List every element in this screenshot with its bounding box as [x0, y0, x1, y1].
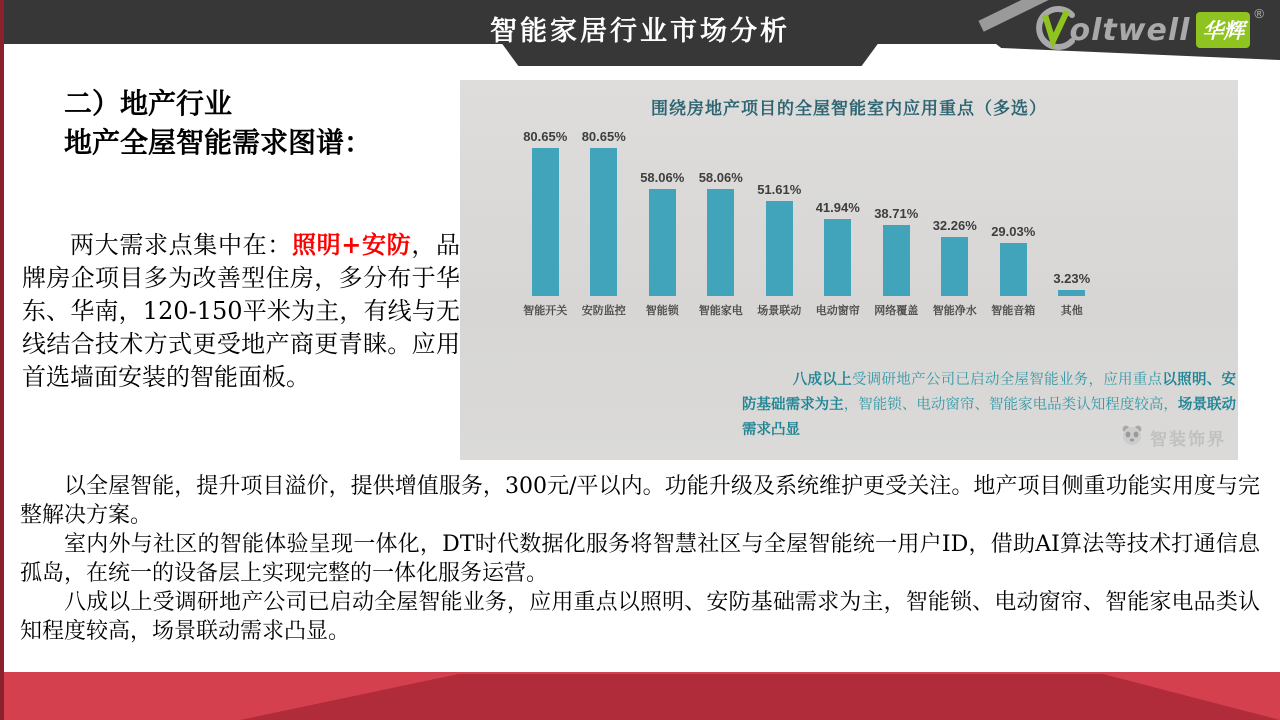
text-segment: 八成以上	[792, 372, 852, 388]
bar-slot	[926, 124, 985, 296]
text-segment: 受调研地产公司已启动全屋智能业务，应用重点	[851, 372, 1163, 388]
bar	[707, 189, 734, 296]
left-red-strip	[0, 0, 4, 720]
bar-slot	[1043, 124, 1102, 296]
text-segment: 照明+安防	[291, 230, 412, 259]
bar	[532, 148, 559, 296]
body-text-block	[20, 472, 1260, 646]
chart-image-panel	[460, 80, 1238, 460]
text-segment: ，品牌房企项目多为改善型住房，多分布于华东、华南，120-150平米为主，有线与无线结合技术方式更受地产商更青睐。应用首选墙面安装的智能面板。	[22, 231, 461, 391]
bar-category-label: 其他	[1060, 305, 1083, 317]
logo-badge: 华辉	[1196, 12, 1250, 48]
section-heading-line1: 二）地产行业	[64, 87, 233, 120]
slide-title: 智能家居行业市场分析	[490, 16, 790, 47]
bar-category-label: 电动窗帘	[815, 305, 860, 317]
bar-category-label: 网络覆盖	[874, 305, 919, 317]
company-logo	[1028, 4, 1264, 56]
bar-category-label: 智能锁	[645, 305, 679, 317]
bar-value-label: 58.06%	[640, 170, 685, 185]
bar-value-label: 51.61%	[757, 182, 802, 197]
bar-value-label: 32.26%	[932, 218, 977, 233]
bar-category-label: 场景联动	[757, 305, 802, 317]
bar-category-label: 安防监控	[581, 305, 626, 317]
text-segment: 以照明、安防基础需求为主	[742, 372, 1237, 413]
bar	[1058, 290, 1085, 296]
chart-title: 围绕房地产项目的全屋智能室内应用重点（多选）	[651, 99, 1047, 118]
panda-logo-icon	[1120, 423, 1144, 452]
category-axis-labels	[516, 302, 1101, 318]
bar-slot	[867, 124, 926, 296]
bar-value-label: 29.03%	[991, 224, 1036, 239]
bar-category-label: 智能家电	[698, 305, 743, 317]
chart-watermark	[1120, 423, 1226, 452]
section-heading-line2: 地产全屋智能需求图谱：	[64, 126, 373, 159]
bar-slot	[575, 124, 634, 296]
bar	[824, 219, 851, 296]
section-heading	[64, 84, 464, 162]
bar-plot-area	[516, 124, 1101, 296]
bar-category-label: 智能音箱	[991, 305, 1036, 317]
bar-category-label: 智能开关	[523, 305, 568, 317]
bar-value-label: 58.06%	[698, 170, 743, 185]
bar-value-label: 80.65%	[581, 129, 626, 144]
bar-slot	[692, 124, 751, 296]
left-paragraph	[22, 228, 460, 394]
bar-slot	[984, 124, 1043, 296]
watermark-text: 智装饰界	[1150, 430, 1226, 449]
bar	[766, 201, 793, 296]
body-paragraph-3: 八成以上受调研地产公司已启动全屋智能业务，应用重点以照明、安防基础需求为主，智能锁、电动窗帘、智能家电品类认知程度较高，场景联动需求凸显。	[20, 590, 1260, 644]
bar-slot	[633, 124, 692, 296]
bar-category-label: 智能净水	[932, 305, 977, 317]
body-paragraph-2: 室内外与社区的智能体验呈现一体化，DT时代数据化服务将智慧社区与全屋智能统一用户ID，借助AI算法等技术打通信息孤岛，在统一的设备层上实现完整的一体化服务运营。	[20, 532, 1260, 586]
registered-trademark-icon: ®	[1254, 6, 1264, 21]
body-paragraph-1: 以全屋智能，提升项目溢价，提供增值服务，300元/平以内。功能升级及系统维护更受关注。地产项目侧重功能实用度与完整解决方案。	[20, 474, 1260, 528]
bar-value-label: 3.23%	[1053, 271, 1091, 286]
bar	[1000, 243, 1027, 296]
bar	[941, 237, 968, 296]
bar-value-label: 80.65%	[523, 129, 568, 144]
logo-wordmark: oltwell	[1069, 12, 1191, 48]
bar-value-label: 41.94%	[815, 200, 860, 215]
text-segment: 两大需求点集中在：	[70, 231, 292, 259]
bar-slot	[516, 124, 575, 296]
bar	[883, 225, 910, 296]
bar	[590, 148, 617, 296]
bar-slot	[809, 124, 868, 296]
bar-slot	[750, 124, 809, 296]
bar	[649, 189, 676, 296]
bar-value-label: 38.71%	[874, 206, 919, 221]
text-segment: 场景联动需求凸显	[742, 397, 1237, 438]
text-segment: ，智能锁、电动窗帘、智能家电品类认知程度较高，	[843, 397, 1178, 413]
